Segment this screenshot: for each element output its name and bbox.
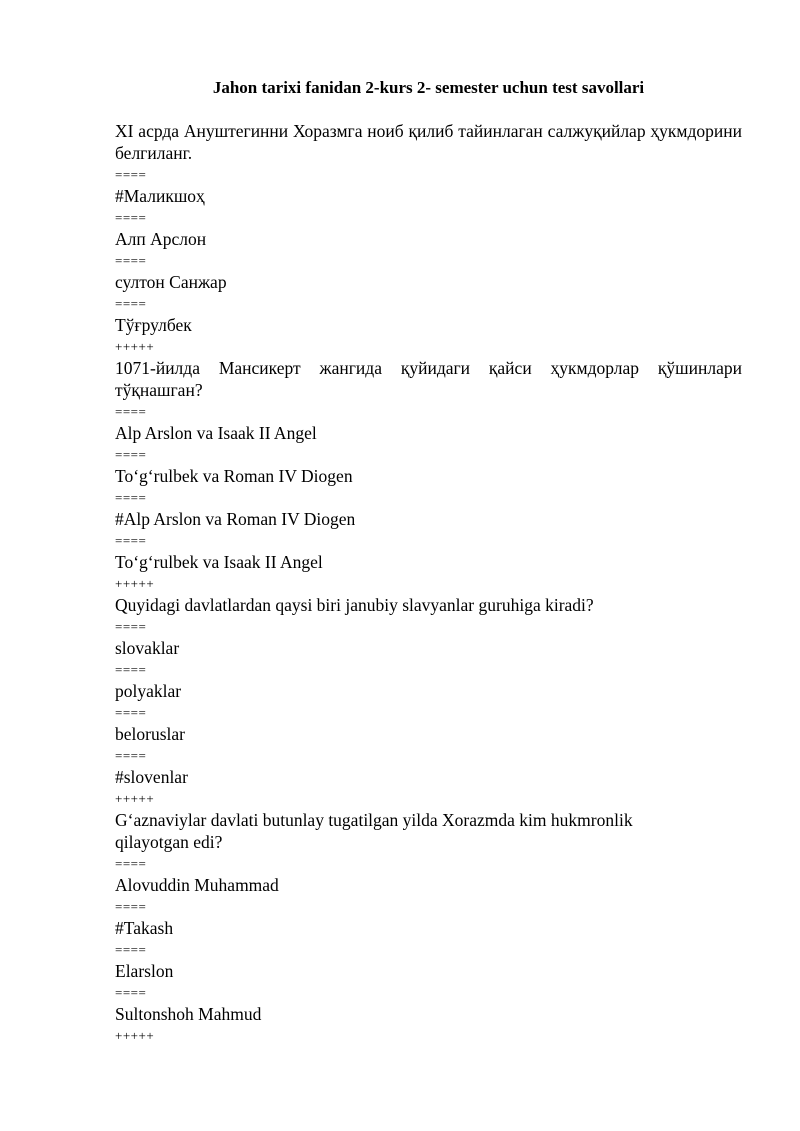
answer-option: #slovenlar [115, 767, 188, 787]
answer-option: Sultonshoh Mahmud [115, 1004, 262, 1024]
question-block [115, 594, 742, 809]
option-separator: ==== [115, 942, 147, 957]
question-separator: +++++ [115, 576, 155, 591]
option-separator: ==== [115, 662, 147, 677]
answer-option: Тўғрулбек [115, 315, 192, 335]
answer-option: #Alp Arslon va Roman IV Diogen [115, 509, 356, 529]
answer-option: Alovuddin Muhammad [115, 875, 279, 895]
option-separator: ==== [115, 856, 147, 871]
option-separator: ==== [115, 748, 147, 763]
option-separator: ==== [115, 985, 147, 1000]
document-page [115, 0, 742, 1046]
option-separator: ==== [115, 619, 147, 634]
question-separator: +++++ [115, 791, 155, 806]
question-block [115, 357, 742, 594]
question-text: G‘aznaviylar davlati butunlay tugatilgan yilda Xorazmda kim hukmronlik qilayotgan edi? [115, 810, 633, 852]
document-title: Jahon tarixi fanidan 2-kurs 2- semester uchun test savollari [212, 78, 645, 97]
question-block [115, 809, 742, 1046]
option-separator: ==== [115, 705, 147, 720]
answer-option: Алп Арслон [115, 229, 207, 249]
option-separator: ==== [115, 253, 147, 268]
answer-option: slovaklar [115, 638, 180, 658]
option-separator: ==== [115, 210, 147, 225]
question-separator: +++++ [115, 339, 155, 354]
answer-option: To‘g‘rulbek va Roman IV Diogen [115, 466, 353, 486]
option-separator: ==== [115, 533, 147, 548]
option-separator: ==== [115, 296, 147, 311]
option-separator: ==== [115, 447, 147, 462]
question-text: XI асрда Ануштегинни Хоразмга ноиб қилиб тайинлаган салжуқийлар ҳукмдорини белгиланг. [115, 121, 742, 163]
option-separator: ==== [115, 490, 147, 505]
option-separator: ==== [115, 404, 147, 419]
answer-option: To‘g‘rulbek va Isaak II Angel [115, 552, 323, 572]
question-separator: +++++ [115, 1028, 155, 1043]
answer-option: Elarslon [115, 961, 174, 981]
answer-option: Alp Arslon va Isaak II Angel [115, 423, 317, 443]
answer-option: #Маликшоҳ [115, 186, 205, 206]
answer-option: polyaklar [115, 681, 182, 701]
answer-option: beloruslar [115, 724, 185, 744]
question-block [115, 120, 742, 357]
document-body [115, 120, 742, 1046]
option-separator: ==== [115, 167, 147, 182]
question-text: Quyidagi davlatlardan qaysi biri janubiy slavyanlar guruhiga kiradi? [115, 595, 594, 615]
option-separator: ==== [115, 899, 147, 914]
question-text: 1071-йилда Мансикерт жангида қуйидаги қайси ҳукмдорлар қўшинлари тўқнашган? [115, 358, 742, 400]
answer-option: #Takash [115, 918, 174, 938]
answer-option: султон Санжар [115, 272, 227, 292]
